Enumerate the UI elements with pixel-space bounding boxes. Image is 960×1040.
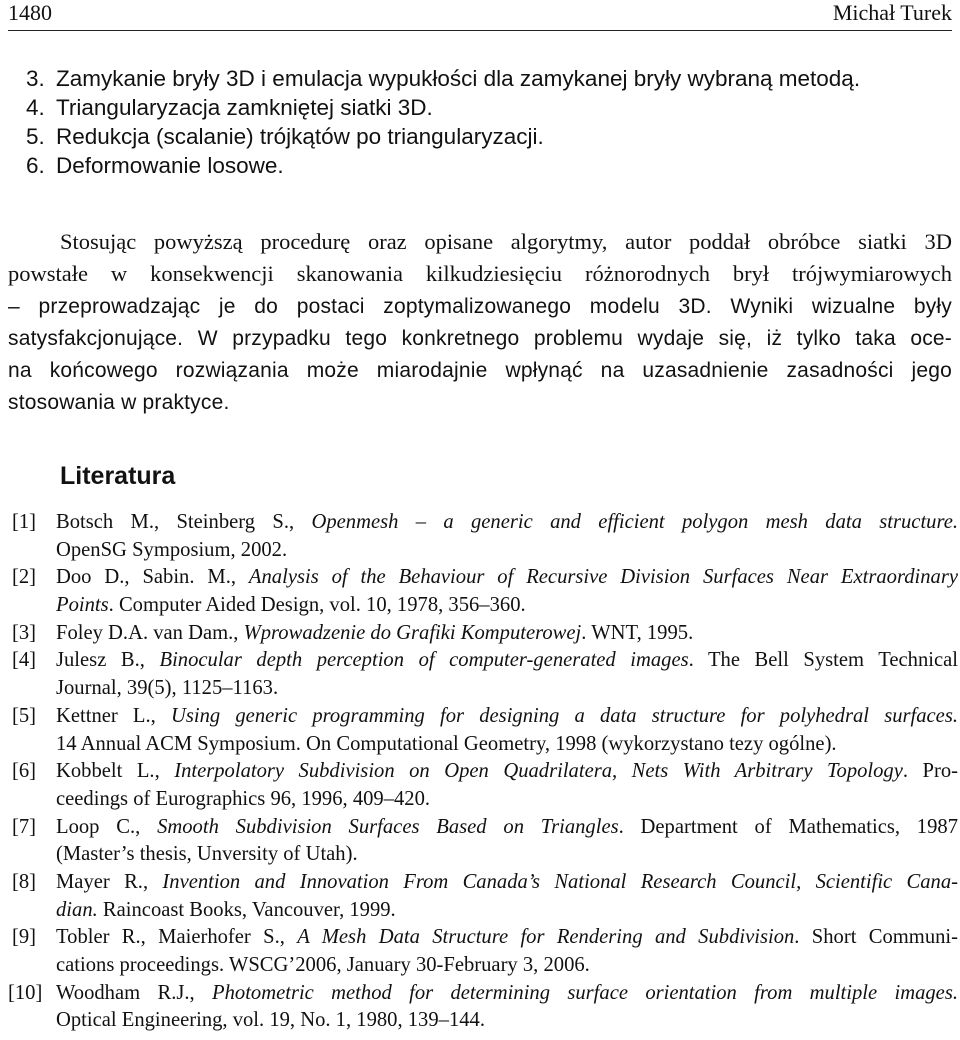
step-item: 4. Triangularyzacja zamkniętej siatki 3D. bbox=[26, 95, 433, 120]
reference-item: [3] Foley D.A. van Dam., Wprowadzenie do Grafiki Komputerowej. WNT, 1995. bbox=[8, 620, 958, 648]
reference-number: [8] bbox=[12, 870, 37, 893]
paragraph-line: stosowania w praktyce. bbox=[8, 391, 230, 415]
reference-number: [6] bbox=[12, 760, 37, 783]
reference-title: Openmesh – a generic and efficient polygon mesh data structure. bbox=[311, 511, 958, 533]
reference-number: [4] bbox=[12, 649, 37, 672]
reference-number: [10] bbox=[8, 981, 43, 1004]
running-header bbox=[8, 0, 952, 31]
reference-item: [2] Doo D., Sabin. M., Analysis of the Behaviour of Recursive Division Surfaces Near Extraordinary Points. Computer Aided Design, vol. 10, 1978, 356–360. bbox=[12, 566, 958, 617]
reference-number: [2] bbox=[12, 566, 37, 589]
reference-item: [10] Woodham R.J., Photometric method for determining surface orientation from multiple images. Optical Engineering, vol. 19, No. 1, 1980, 139–144. bbox=[8, 981, 958, 1032]
references-heading: Literatura bbox=[60, 462, 176, 490]
step-item: 6. Deformowanie losowe. bbox=[26, 153, 284, 178]
paragraph-line: powstałe w konsekwencji skanowania kilkudziesięciu różnorodnych brył trójwymiarowych bbox=[8, 261, 952, 287]
references-list bbox=[8, 509, 958, 1035]
reference-item: [7] Loop C., Smooth Subdivision Surfaces Based on Triangles. Department of Mathematics, 1987 (Master’s thesis, Unversity of Utah). bbox=[12, 815, 958, 866]
page-number: 1480 bbox=[8, 0, 52, 25]
reference-number: [3] bbox=[12, 621, 37, 644]
step-item: 3. Zamykanie bryły 3D i emulacja wypukłości dla zamykanej bryły wybraną metodą. bbox=[26, 66, 861, 91]
reference-number: [9] bbox=[12, 926, 37, 949]
reference-title: Wprowadzenie do Grafiki Komputerowej bbox=[243, 621, 582, 644]
paragraph-line: – przeprowadzając je do postaci zoptymalizowanego modelu 3D. Wyniki wizualne były bbox=[8, 294, 952, 318]
reference-item: [4] Julesz B., Binocular depth perception of computer-generated images. The Bell System Technical Journal, 39(5), 1125–1163. bbox=[12, 649, 958, 700]
reference-item: [5] Kettner L., Using generic programming for designing a data structure for polyhedral surfaces. 14 Annual ACM Symposium. On Computational Geometry, 1998 (wykorzystano tezy ogólne). bbox=[12, 704, 958, 755]
paragraph-line: na końcowego rozwiązania może miarodajnie wpłynąć na uzasadnienie zasadności jego bbox=[8, 359, 952, 383]
paragraph-line: Stosując powyższą procedurę oraz opisane algorytmy, autor poddał obróbce siatki 3D bbox=[60, 229, 952, 254]
procedure-steps-list bbox=[26, 64, 946, 180]
reference-item: [9] Tobler R., Maierhofer S., A Mesh Data Structure for Rendering and Subdivision. Short Communi- cations proceedings. WSCG’2006, January 30-February 3, 2006. bbox=[12, 926, 958, 976]
reference-title: Interpolatory Subdivision on Open Quadrilatera, Nets With Arbitrary Topology bbox=[174, 760, 903, 783]
reference-title: Analysis of the Behaviour of Recursive Division Surfaces Near Extraordinary bbox=[248, 566, 958, 589]
reference-number: [1] bbox=[12, 511, 37, 533]
reference-title: Using generic programming for designing a data structure for polyhedral surfaces. bbox=[171, 704, 958, 727]
step-item: 5. Redukcja (scalanie) trójkątów po triangularyzacji. bbox=[26, 124, 544, 149]
body-paragraph bbox=[8, 226, 952, 420]
paragraph-line: satysfakcjonujące. W przypadku tego konkretnego problemu wydaje się, iż tylko taka oce- bbox=[8, 326, 952, 350]
reference-item: [1] Botsch M., Steinberg S., Openmesh – a generic and efficient polygon mesh data structure. OpenSG Symposium, 2002. bbox=[12, 511, 958, 561]
reference-item: [8] Mayer R., Invention and Innovation From Canada’s National Research Council, Scientific Cana- dian. Raincoast Books, Vancouver, 1999. bbox=[12, 870, 958, 921]
reference-number: [5] bbox=[12, 704, 37, 727]
reference-title: Binocular depth perception of computer-generated images bbox=[159, 649, 689, 672]
reference-number: [7] bbox=[12, 815, 37, 838]
running-author: Michał Turek bbox=[832, 0, 952, 25]
reference-title: Smooth Subdivision Surfaces Based on Triangles bbox=[157, 815, 619, 838]
reference-title: Invention and Innovation From Canada’s National Research Council, Scientific Cana- bbox=[162, 870, 958, 893]
reference-title: Photometric method for determining surface orientation from multiple images. bbox=[212, 981, 958, 1004]
reference-item: [6] Kobbelt L., Interpolatory Subdivision on Open Quadrilatera, Nets With Arbitrary Topology. Pro- ceedings of Eurographics 96, 1996, 409–420. bbox=[12, 760, 958, 810]
reference-title: A Mesh Data Structure for Rendering and Subdivision bbox=[297, 926, 795, 949]
